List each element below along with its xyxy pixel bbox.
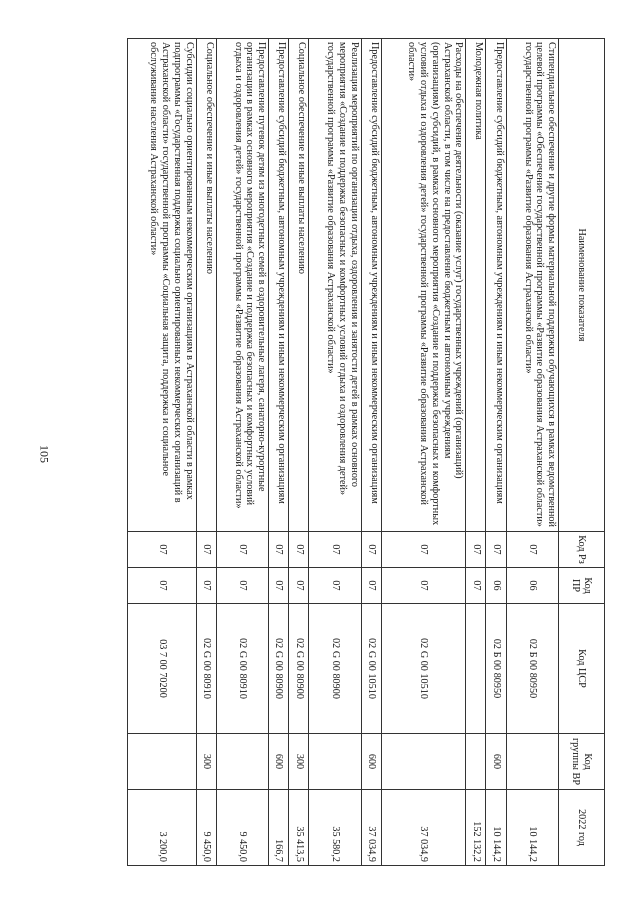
cell-name: Молодежная политика (466, 39, 486, 532)
cell-pr: 07 (381, 568, 465, 604)
cell-amount: 35 413,5 (289, 790, 309, 866)
cell-rz: 07 (381, 532, 465, 568)
cell-pr: 07 (269, 568, 289, 604)
cell-csr: 02 G 00 80910 (216, 604, 268, 734)
cell-name: Реализация мероприятий по организации отдыха, оздоровления и занятости детей в рамках основного мероприятия «Создание и поддержка безопасных и комфортных условий отдыха и оздоровления детей» государственной программы «Развитие образования Астраханской области» (309, 39, 361, 532)
cell-csr: 02 G 00 10510 (361, 604, 381, 734)
cell-name: Стипендиальное обеспечение и другие формы материальной поддержки обучающихся в рамках ведомственной целевой программы «Обеспечение государственной программы «Развитие образования Астраханской области» государственной программы «Развитие образования Астраханской области» (506, 39, 558, 532)
rotated-table-container (127, 38, 605, 865)
cell-pr: 07 (309, 568, 361, 604)
cell-amount: 166,7 (269, 790, 289, 866)
cell-rz: 07 (486, 532, 506, 568)
cell-amount: 35 580,2 (309, 790, 361, 866)
cell-pr: 07 (361, 568, 381, 604)
page-number: 105 (37, 445, 52, 463)
cell-vr: 300 (289, 734, 309, 790)
cell-amount: 3 200,0 (128, 790, 197, 866)
table-row (466, 39, 486, 866)
cell-pr: 06 (506, 568, 558, 604)
cell-amount: 9 450,0 (216, 790, 268, 866)
cell-rz: 07 (128, 532, 197, 568)
cell-name: Предоставление субсидий бюджетным, автономным учреждениям и иным некоммерческим организациям (269, 39, 289, 532)
cell-csr: 02 G 00 80900 (309, 604, 361, 734)
cell-csr: 03 7 00 70200 (128, 604, 197, 734)
cell-rz: 07 (361, 532, 381, 568)
cell-pr: 07 (466, 568, 486, 604)
table-row (216, 39, 268, 866)
header-csr: Код ЦСР (559, 604, 605, 734)
cell-vr: 600 (269, 734, 289, 790)
cell-pr: 07 (128, 568, 197, 604)
header-pr: Код ПР (559, 568, 605, 604)
cell-csr: 02 G 00 10510 (381, 604, 465, 734)
header-name: Наименование показателя (559, 39, 605, 532)
cell-csr: 02 Б 00 80950 (506, 604, 558, 734)
cell-amount: 10 144,2 (506, 790, 558, 866)
cell-name: Социальное обеспечение и иные выплаты населению (196, 39, 216, 532)
table-row (506, 39, 558, 866)
cell-pr: 07 (289, 568, 309, 604)
table-row (269, 39, 289, 866)
table-row (128, 39, 197, 866)
cell-csr: 02 Б 00 80950 (486, 604, 506, 734)
cell-vr (381, 734, 465, 790)
cell-vr (506, 734, 558, 790)
cell-rz: 07 (506, 532, 558, 568)
table-row (361, 39, 381, 866)
cell-name: Предоставление субсидий бюджетным, автономным учреждениям и иным некоммерческим организациям (361, 39, 381, 532)
cell-name: Предоставление субсидий бюджетным, автономным учреждениям и иным некоммерческим организациям (486, 39, 506, 532)
cell-vr: 300 (196, 734, 216, 790)
cell-amount: 10 144,2 (486, 790, 506, 866)
cell-pr: 06 (486, 568, 506, 604)
cell-amount: 152 132,2 (466, 790, 486, 866)
cell-vr (309, 734, 361, 790)
header-rz: Код Рз (559, 532, 605, 568)
header-year: 2022 год (559, 790, 605, 866)
cell-rz: 07 (196, 532, 216, 568)
cell-pr: 07 (196, 568, 216, 604)
cell-rz: 07 (466, 532, 486, 568)
table-row (289, 39, 309, 866)
cell-pr: 07 (216, 568, 268, 604)
cell-amount: 37 034,9 (381, 790, 465, 866)
cell-vr: 600 (486, 734, 506, 790)
cell-amount: 9 450,0 (196, 790, 216, 866)
cell-rz: 07 (309, 532, 361, 568)
cell-name: Социальное обеспечение и иные выплаты населению (289, 39, 309, 532)
cell-vr (216, 734, 268, 790)
cell-rz: 07 (289, 532, 309, 568)
cell-vr: 600 (361, 734, 381, 790)
cell-rz: 07 (216, 532, 268, 568)
header-row (559, 39, 605, 866)
cell-csr (466, 604, 486, 734)
table-row (309, 39, 361, 866)
cell-vr (128, 734, 197, 790)
cell-name: Предоставление путевок детям из многодетных семей в оздоровительные лагеря, санаторно-курортные организации в рамках основного мероприятия «Создание и поддержка безопасных и комфортных условий отдыха и оздоровления детей» государственной программы «Развитие образования Астраханской области» (216, 39, 268, 532)
table-row (196, 39, 216, 866)
cell-name: Субсидии социально ориентированным некоммерческим организациям в Астраханской области в рамках подпрограммы «Государственная поддержка социально ориентированных некоммерческих организаций в Астраханской области» государственной программы «Социальная защита, поддержка и социальное обслуживание населения Астраханской области» (128, 39, 197, 532)
budget-table (127, 38, 605, 866)
cell-rz: 07 (269, 532, 289, 568)
cell-csr: 02 G 00 80900 (269, 604, 289, 734)
header-vr: Код группы ВР (559, 734, 605, 790)
cell-amount: 37 034,9 (361, 790, 381, 866)
table-row (381, 39, 465, 866)
cell-name: Расходы на обеспечение деятельности (оказание услуг) государственных учреждений (организаций) Астраханской области, в том числе на предоставление бюджетным и автономным учреждениям (организациям) субсидий, в рамках основного мероприятия «Создание и поддержка безопасных и комфортных условий отдыха и оздоровления детей» государственной программы «Развитие образования Астраханской области» (381, 39, 465, 532)
table-row (486, 39, 506, 866)
cell-csr: 02 G 00 80910 (196, 604, 216, 734)
cell-csr: 02 G 00 80900 (289, 604, 309, 734)
cell-vr (466, 734, 486, 790)
